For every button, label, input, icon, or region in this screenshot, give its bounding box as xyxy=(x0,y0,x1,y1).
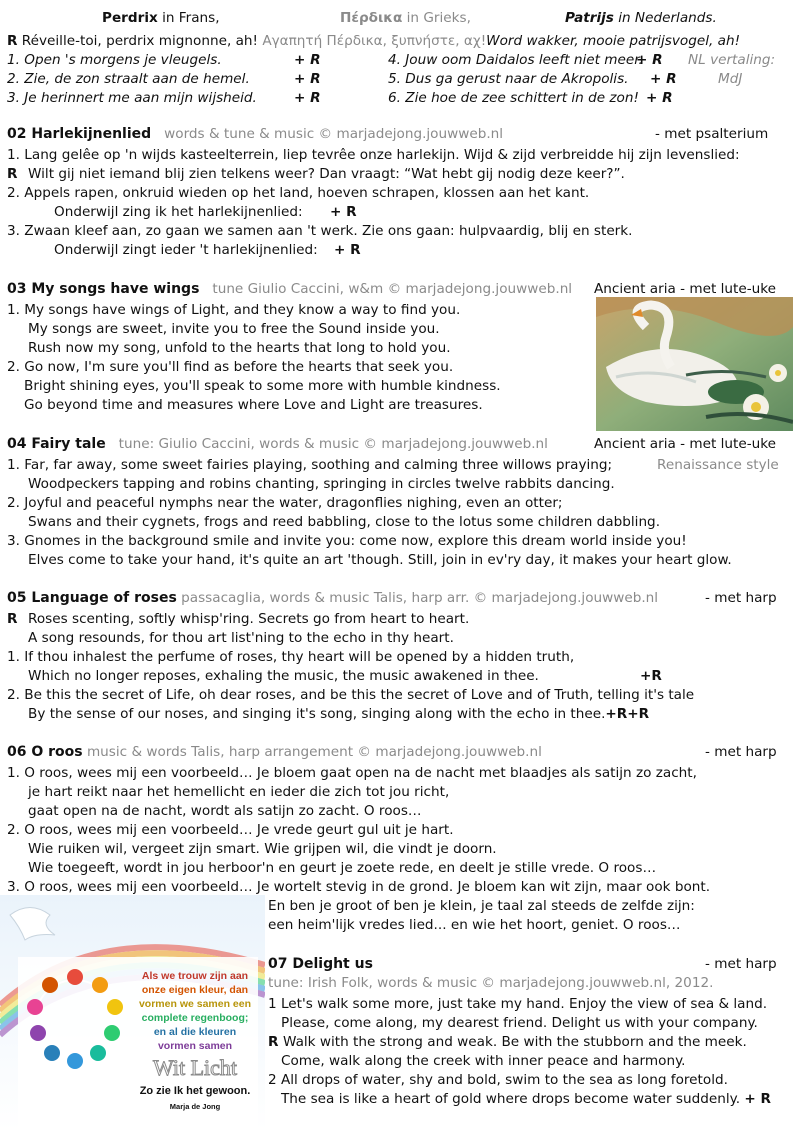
song-02-refrain-plus: + R xyxy=(330,204,357,220)
song-02-line: 2. Appels rapen, onkruid wieden op het land, hoeven schrapen, klossen aan het kant. xyxy=(7,185,590,201)
song-03-line: Rush now my song, unfold to the hearts that long to hold you. xyxy=(28,340,451,356)
song-06-line: 3. O roos, wees mij een voorbeeld… Je wortelt stevig in de grond. Je bloem kan wit zijn, maar ook bont. xyxy=(7,879,711,895)
song-06-line: een heim'lijk vredes lied... en wie het hoort, geniet. O roos… xyxy=(268,917,681,933)
song-06-line: En ben je groot of ben je klein, je taal zal steeds de zelfde zijn: xyxy=(268,898,695,914)
song-05-line-last: By the sense of our noses, and singing it's song, singing along with the echo in thee.+R+R xyxy=(28,706,650,722)
song-07-line: 2 All drops of water, shy and bold, swim to the sea as long foretold. xyxy=(268,1072,728,1088)
song-04-instrument: Ancient aria - met lute-uke xyxy=(594,436,776,452)
song-05-refrain-marker: R xyxy=(7,611,18,627)
song-06-line: Wie toegeeft, wordt in jou herboor'n en geurt je zoete rede, en deelt je stille vrede. O roos… xyxy=(28,860,657,876)
song-03-line: My songs are sweet, invite you to free the Sound inside you. xyxy=(28,321,440,337)
song-05-line: 1. If thou inhalest the perfume of roses, thy heart will be opened by a hidden truth, xyxy=(7,649,575,665)
song-03-line: 1. My songs have wings of Light, and they know a way to find you. xyxy=(7,302,461,318)
header-verse-6: 6. Zie hoe de zee schittert in de zon! xyxy=(388,90,639,106)
song-04-line: Swans and their cygnets, frogs and reed babbling, close to the lotus some children dabbling. xyxy=(28,514,661,530)
song-07-instrument: - met harp xyxy=(705,956,777,972)
poster-line: complete regenboog; xyxy=(141,1012,249,1024)
poster-signature: Marja de Jong xyxy=(169,1102,221,1111)
song-03-line: Bright shining eyes, you'll speak to some more with humble kindness. xyxy=(24,378,501,394)
header-verse-1-refrain: + R xyxy=(294,52,321,68)
song-02-instrument: - met psalterium xyxy=(655,126,769,142)
song-07-refrain-marker: R xyxy=(268,1034,279,1050)
poster-line: vormen samen xyxy=(157,1040,233,1052)
song-07-line-last: The sea is like a heart of gold where drops become water suddenly. + R xyxy=(281,1091,771,1107)
song-06-line: je hart reikt naar het hemellicht en ieder die zich tot jou richt, xyxy=(28,784,450,800)
song-07-line: Please, come along, my dearest friend. Delight us with your company. xyxy=(281,1015,758,1031)
song-05-heading: 05 Language of roses passacaglia, words & music Talis, harp arr. © marjadejong.jouwweb.nl xyxy=(7,590,659,606)
song-02-heading: 02 Harlekijnenlied words & tune & music © marjadejong.jouwweb.nl xyxy=(7,126,504,142)
song-07-line: Walk with the strong and weak. Be with the stubborn and the meek. xyxy=(283,1034,747,1050)
song-06-instrument: - met harp xyxy=(705,744,777,760)
header-verse-5-refrain: + R xyxy=(650,71,677,87)
header-greek-title: Πέρδικα in Grieks, xyxy=(340,10,471,26)
swan-painting-art xyxy=(596,297,793,431)
header-refrain: R Réveille-toi, perdrix mignonne, ah! Αγαπητή Πέρδικα, ξυπνήστε, αχ!Word wakker, mooie patrijsvogel, ah! xyxy=(7,33,741,49)
song-03-instrument: Ancient aria - met lute-uke xyxy=(594,281,776,297)
header-verse-3: 3. Je herinnert me aan mijn wijsheid. xyxy=(7,90,257,106)
poster-line: Als we trouw zijn aan xyxy=(141,970,249,982)
song-07-title: 07 Delight us xyxy=(268,956,373,972)
header-dutch-title: Patrijs in Nederlands. xyxy=(565,10,717,26)
poster-line: vormen we samen een xyxy=(138,998,252,1010)
swan-painting xyxy=(596,297,793,431)
poster-text xyxy=(126,969,264,1053)
song-04-line: 1. Far, far away, some sweet fairies playing, soothing and calming three willows praying; xyxy=(7,457,613,473)
header-verse-5: 5. Dus ga gerust naar de Akropolis. xyxy=(388,71,629,87)
header-verse-2-refrain: + R xyxy=(294,71,321,87)
song-03-heading: 03 My songs have wings tune Giulio Caccini, w&m © marjadejong.jouwweb.nl xyxy=(7,281,573,297)
song-05-instrument: - met harp xyxy=(705,590,777,606)
header-verse-4: 4. Jouw oom Daidalos leeft niet meer. xyxy=(388,52,643,68)
song-06-line: Wie ruiken wil, vergeet zijn smart. Wie grijpen wil, die vindt je doorn. xyxy=(28,841,497,857)
header-french-title: Perdrix in Frans, xyxy=(102,10,220,26)
song-04-line: Woodpeckers tapping and robins chanting, springing in circles twelve rabbits dancing. xyxy=(28,476,615,492)
song-05-line: Which no longer reposes, exhaling the music, the music awakened in thee. xyxy=(28,668,539,684)
song-04-style: Renaissance style xyxy=(657,457,779,473)
header-verse-4-refrain: + R xyxy=(636,52,663,68)
song-07-credit: tune: Irish Folk, words & music © marjadejong.jouwweb.nl, 2012. xyxy=(268,975,714,991)
song-06-heading: 06 O roos music & words Talis, harp arrangement © marjadejong.jouwweb.nl xyxy=(7,744,542,760)
song-07-line: Come, walk along the creek with inner peace and harmony. xyxy=(281,1053,686,1069)
header-translator-initials: MdJ xyxy=(718,71,743,87)
song-02-refrain-plus: + R xyxy=(334,242,361,258)
song-06-line: gaat open na de nacht, wordt als satijn zo zacht. O roos… xyxy=(28,803,422,819)
song-04-line: 2. Joyful and peaceful nymphs near the water, dragonflies nighing, even an otter; xyxy=(7,495,563,511)
rainbow-poster xyxy=(0,895,265,1131)
song-05-line: Roses scenting, softly whisp'ring. Secrets go from heart to heart. xyxy=(28,611,470,627)
song-04-line: 3. Gnomes in the background smile and invite you: come now, explore this dream world inside you! xyxy=(7,533,687,549)
song-04-heading: 04 Fairy tale tune: Giulio Caccini, words & music © marjadejong.jouwweb.nl xyxy=(7,436,548,452)
header-verse-6-refrain: + R xyxy=(646,90,673,106)
song-05-line: A song resounds, for thou art list'ning to the echo in thy heart. xyxy=(28,630,454,646)
song-02-line: Onderwijl zing ik het harlekijnenlied: xyxy=(54,204,303,220)
song-02-refrain-marker: R xyxy=(7,166,18,182)
song-06-line: 2. O roos, wees mij een voorbeeld… Je vrede geurt gul uit je hart. xyxy=(7,822,454,838)
song-03-line: 2. Go now, I'm sure you'll find as before the hearts that seek you. xyxy=(7,359,454,375)
poster-line: en al die kleuren xyxy=(153,1026,237,1038)
song-02-line: 1. Lang gelêe op 'n wijds kasteelterrein, liep tevrêe onze harlekijn. Wijd & zijd verbreidde hij zijn levenslied: xyxy=(7,147,740,163)
header-verse-1: 1. Open 's morgens je vleugels. xyxy=(7,52,222,68)
poster-line: onze eigen kleur, dan xyxy=(141,984,249,996)
song-02-line: Onderwijl zingt ieder 't harlekijnenlied: xyxy=(54,242,318,258)
header-translation-note: NL vertaling: xyxy=(688,52,776,68)
song-03-line: Go beyond time and measures where Love and Light are treasures. xyxy=(24,397,483,413)
song-05-refrain-plus: +R xyxy=(640,668,662,684)
song-05-line: 2. Be this the secret of Life, oh dear roses, and be this the secret of Love and of Truth, telling it's tale xyxy=(7,687,695,703)
song-02-line: 3. Zwaan kleef aan, zo gaan we samen aan 't werk. Zie ons gaan: hulpvaardig, blij en sterk. xyxy=(7,223,633,239)
song-06-line: 1. O roos, wees mij een voorbeeld… Je bloem gaat open na de nacht met blaadjes als satijn zo zacht, xyxy=(7,765,697,781)
poster-tagline: Zo zie Ik het gewoon. xyxy=(139,1085,251,1097)
song-02-line: Wilt gij niet iemand blij zien telkens weer? Dan vraagt: “Wat hebt gij nodig deze keer?”. xyxy=(28,166,625,182)
song-07-line: 1 Let's walk some more, just take my hand. Enjoy the view of sea & land. xyxy=(268,996,768,1012)
poster-wit-licht: Wit Licht xyxy=(152,1055,238,1080)
song-04-line: Elves come to take your hand, it's quite an art 'though. Still, join in ev'ry day, it makes your heart glow. xyxy=(28,552,732,568)
header-verse-3-refrain: + R xyxy=(294,90,321,106)
header-verse-2: 2. Zie, de zon straalt aan de hemel. xyxy=(7,71,250,87)
